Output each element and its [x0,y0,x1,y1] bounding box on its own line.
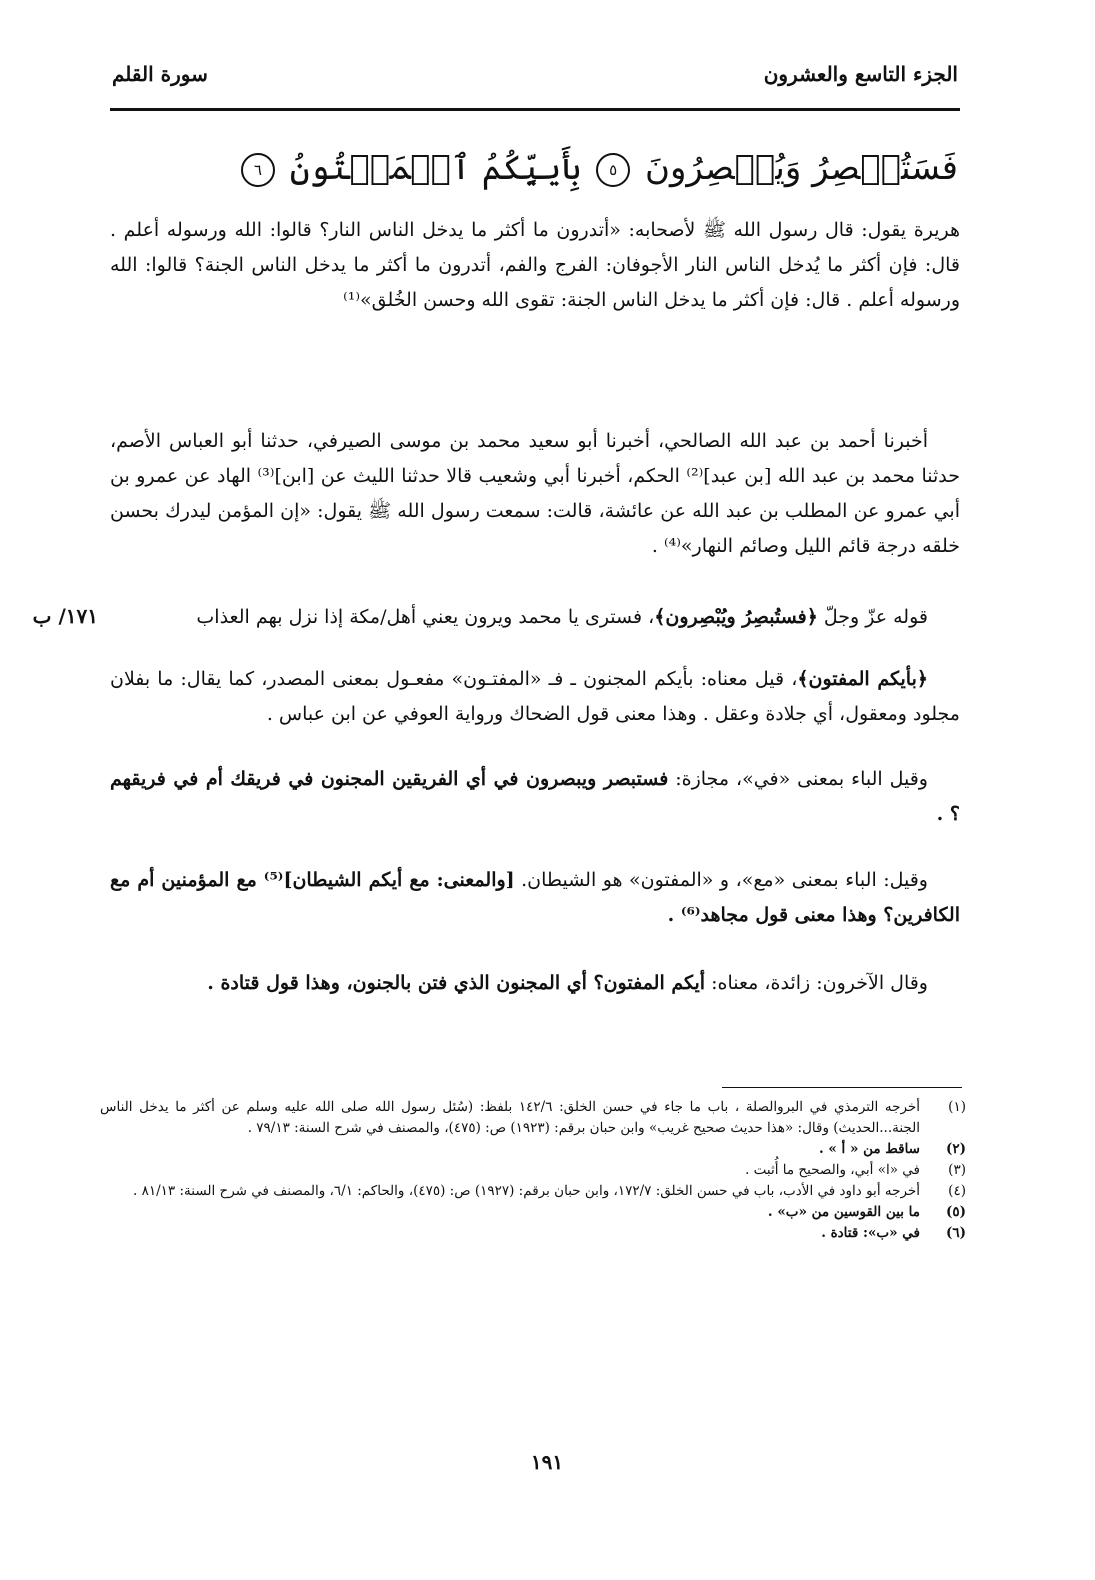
ayah-number-6: ٦ [241,153,275,187]
footnote-number: (٥) [945,1204,966,1220]
footnote-number: (٣) [948,1162,966,1178]
footnote-1 [100,1097,966,1139]
footnote-2 [100,1139,966,1160]
footnote-text: أخرجه أبو داود في الأدب، باب في حسن الخلق: ١٧٢/٧، وابن حبان برقم: (١٩٢٧) ص: (٤٧٥)، والحاكم: ٦/١، والمصنف في شرح السنة: ٨١/١٣ . [133,1183,920,1199]
surah-name: سورة القلم [112,62,208,86]
footnote-3 [100,1160,966,1181]
paragraph-tafsir-1 [110,600,960,635]
footnote-5 [100,1202,966,1223]
footnote-rule [722,1087,962,1088]
footnote-number: (٦) [945,1225,966,1241]
footnote-number: (١) [948,1099,966,1115]
paragraph-text: هريرة يقول: قال رسول الله ﷺ لأصحابه: «أتدرون ما أكثر ما يدخل الناس النار؟ قالوا: الله ورسوله أعلم . قال: فإن أكثر ما يُدخل الناس النار الأجوفان: الفرج والفم، أتدرون ما أكثر ما يدخل الناس الجنة؟ قالوا: الله ورسوله أعلم . قال: فإن أكثر ما يدخل الناس الجنة: تقوى الله وحسن الخُلق»⁽¹⁾ [110,219,960,311]
paragraph-text: وقيل الباء بمعنى «في»، مجازة: [668,768,928,790]
paragraph-text: ، فسترى يا محمد ويرون يعني أهل/مكة إذا نزل بهم العذاب [196,606,655,628]
paragraph-text: أخبرنا أحمد بن عبد الله الصالحي، أخبرنا أبو سعيد محمد بن موسى الصيرفي، حدثنا أبو العباس الأصم، حدثنا محمد بن عبد الله [بن عبد]⁽²⁾ الحكم، أخبرنا أبي وشعيب قالا حدثنا الليث عن [ابن]⁽³⁾ الهاد عن عمرو بن أبي عمرو عن المطلب بن عبد الله عن عائشة، قالت: سمعت رسول الله ﷺ يقول: «إن المؤمن ليدرك بحسن خلقه درجة قائم الليل وصائم النهار»⁽⁴⁾ . [110,430,961,557]
juz-title: الجزء التاسع والعشرون [763,62,958,86]
paragraph-text: وقيل: الباء بمعنى «مع»، و «المفتون» هو الشيطان. [514,869,928,891]
paragraph-text: وقال الآخرون: زائدة، معناه: [705,972,928,994]
footnote-text: ساقط من « أ » . [818,1141,920,1157]
footnote-text: في «ب»: قتادة . [821,1225,920,1241]
paragraph-hadith-1 [110,213,960,318]
paragraph-bold-text: أيكم المفتون؟ أي المجنون الذي فتن بالجنون، وهذا قول قتادة . [207,972,706,994]
paragraph-tafsir-4 [110,863,960,933]
quran-quote: ﴿بأيكم المفتون﴾ [797,668,928,690]
footnote-text: في «ا» أبي، والصحيح ما أُثبت . [745,1162,920,1178]
folio-marker: ١٧١/ ب [32,604,98,628]
paragraph-bold-text: فستبصر ويبصرون في أي الفريقين المجنون في فريقك أم في فريقهم ؟ . [110,768,960,825]
paragraph-isnad [110,424,960,564]
footnote-6 [100,1223,966,1244]
paragraph-tafsir-2 [110,662,960,732]
verse-part-1: فَسَتُبۡصِرُ وَيُبۡصِرُونَ [644,148,958,188]
quran-quote: ﴿فستُبصِرُ ويُبْصِرون﴾ [654,606,818,628]
page-number: ١٩١ [530,1450,564,1474]
ayah-number-5: ٥ [596,153,630,187]
paragraph-text: ، قيل معناه: بأيكم المجنون ـ فـ «المفتـون» مفعـول بمعنى المصدر، كما يقال: ما بفلان مجلود ومعقول، أي جلادة وعقل . وهذا معنى قول الضحاك ورواية العوفي عن ابن عباس . [110,668,960,725]
footnote-number: (٢) [945,1141,966,1157]
footnotes [100,1097,966,1244]
paragraph-text: قوله عزّ وجلّ [817,606,928,628]
footnote-number: (٤) [948,1183,966,1199]
paragraph-bold-text: [والمعنى: مع أيكم الشيطان]⁽⁵⁾ مع المؤمنين أم مع الكافرين؟ وهذا معنى قول مجاهد⁽⁶⁾ . [110,869,960,926]
footnote-4 [100,1181,966,1202]
paragraph-tafsir-5 [110,966,960,1001]
footnote-text: أخرجه الترمذي في البروالصلة ، باب ما جاء في حسن الخلق: ١٤٢/٦ بلفظ: (سُئل رسول الله صلى الله عليه وسلم عن أكثر ما يدخل الناس الجنة...الحديث) وقال: «هذا حديث صحيح غريب» وابن حبان برقم: (١٩٢٣) ص: (٤٧٥)، والمصنف في شرح السنة: ٧٩/١٣ . [100,1099,920,1136]
running-header [112,54,958,94]
footnote-text: ما بين القوسين من «ب» . [767,1204,920,1220]
verse-part-2: بِأَييِّكُمُ ٱلۡمَفۡتُونُ [289,148,582,188]
paragraph-tafsir-3 [110,762,960,832]
header-rule [110,108,960,111]
quran-verse [112,138,958,200]
